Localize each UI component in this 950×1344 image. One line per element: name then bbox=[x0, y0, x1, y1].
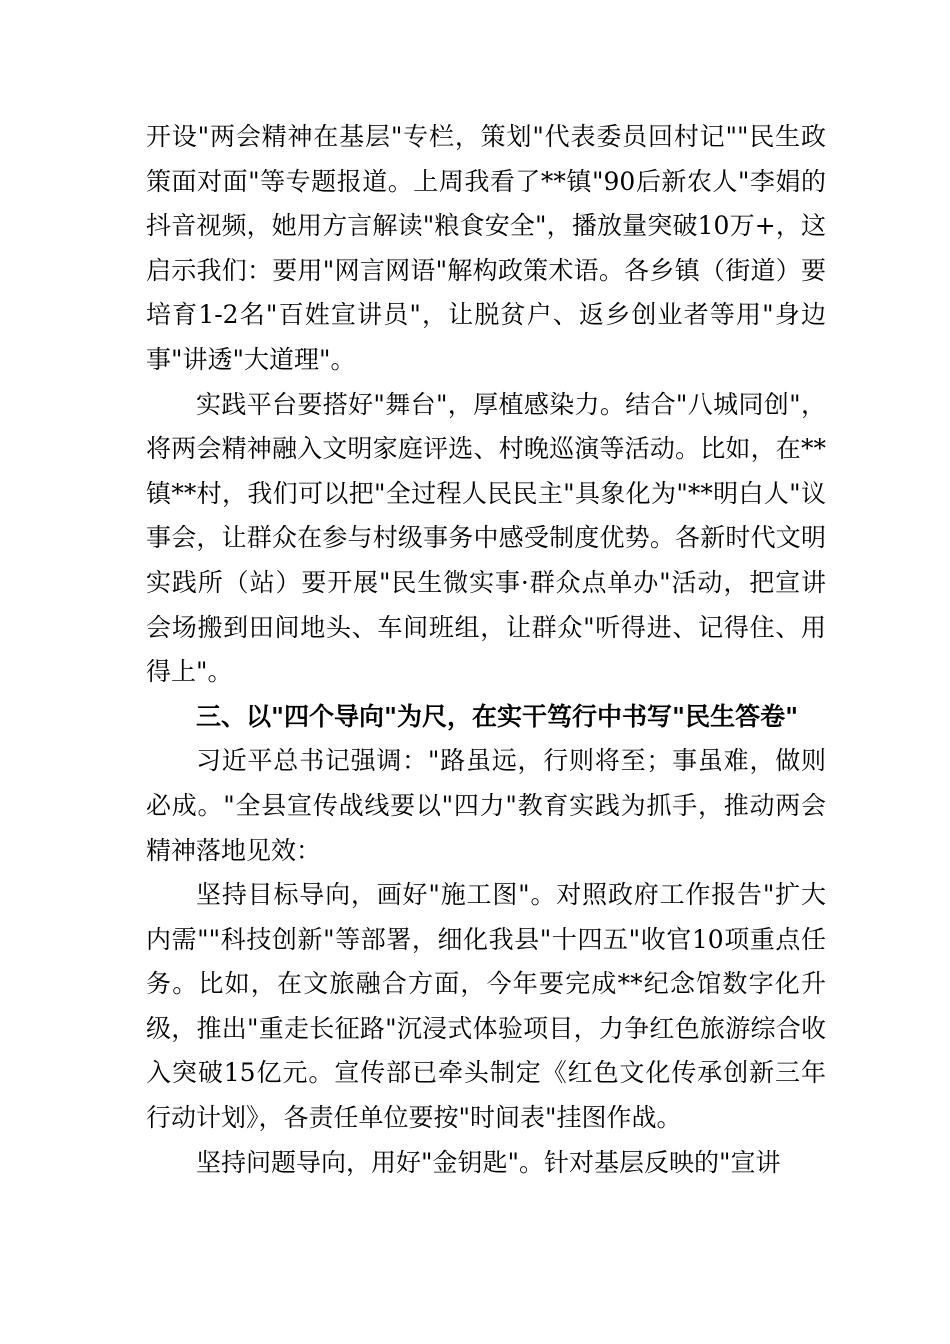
paragraph-problem-oriented: 坚持问题导向，用好"金钥匙"。针对基层反映的"宣讲 bbox=[196, 1147, 781, 1177]
paragraph-quote: 习近平总书记强调："路虽远，行则将至；事虽难，做则必成。"全县宣传战线要以"四力"教育实践为抓手，推动两会精神落地见效： bbox=[146, 746, 826, 865]
paragraph-goal-oriented: 坚持目标导向，画好"施工图"。对照政府工作报告"扩大内需""科技创新"等部署，细化我县"十四五"收官10项重点任务。比如，在文旅融合方面，今年要完成**纪念馆数字化升级，推出"重走长征路"沉浸式体验项目，力争红色旅游综合收入突破15亿元。宣传部已牵头制定《红色文化传承创新三年行动计划》，各责任单位要按"时间表"挂图作战。 bbox=[146, 880, 826, 1133]
paragraph-continued: 开设"两会精神在基层"专栏，策划"代表委员回村记""民生政策面对面"等专题报道。上周我看了**镇"90后新农人"李娟的抖音视频，她用方言解读"粮食安全"，播放量突破10万+，这启示我们：要用"网言网语"解构政策术语。各乡镇（街道）要培育1-2名"百姓宣讲员"，让脱贫户、返乡创业者等用"身边事"讲透"大道理"。 bbox=[146, 122, 826, 374]
document-body bbox=[146, 115, 826, 1185]
paragraph-practice-platform: 实践平台要搭好"舞台"，厚植感染力。结合"八城同创"，将两会精神融入文明家庭评选、村晚巡演等活动。比如，在**镇**村，我们可以把"全过程人民民主"具象化为"**明白人"议事会，让群众在参与村级事务中感受制度优势。各新时代文明实践所（站）要开展"民生微实事·群众点单办"活动，把宣讲会场搬到田间地头、车间班组，让群众"听得进、记得住、用得上"。 bbox=[146, 389, 826, 687]
section-heading: 三、以"四个导向"为尺，在实干笃行中书写"民生答卷" bbox=[196, 701, 799, 731]
